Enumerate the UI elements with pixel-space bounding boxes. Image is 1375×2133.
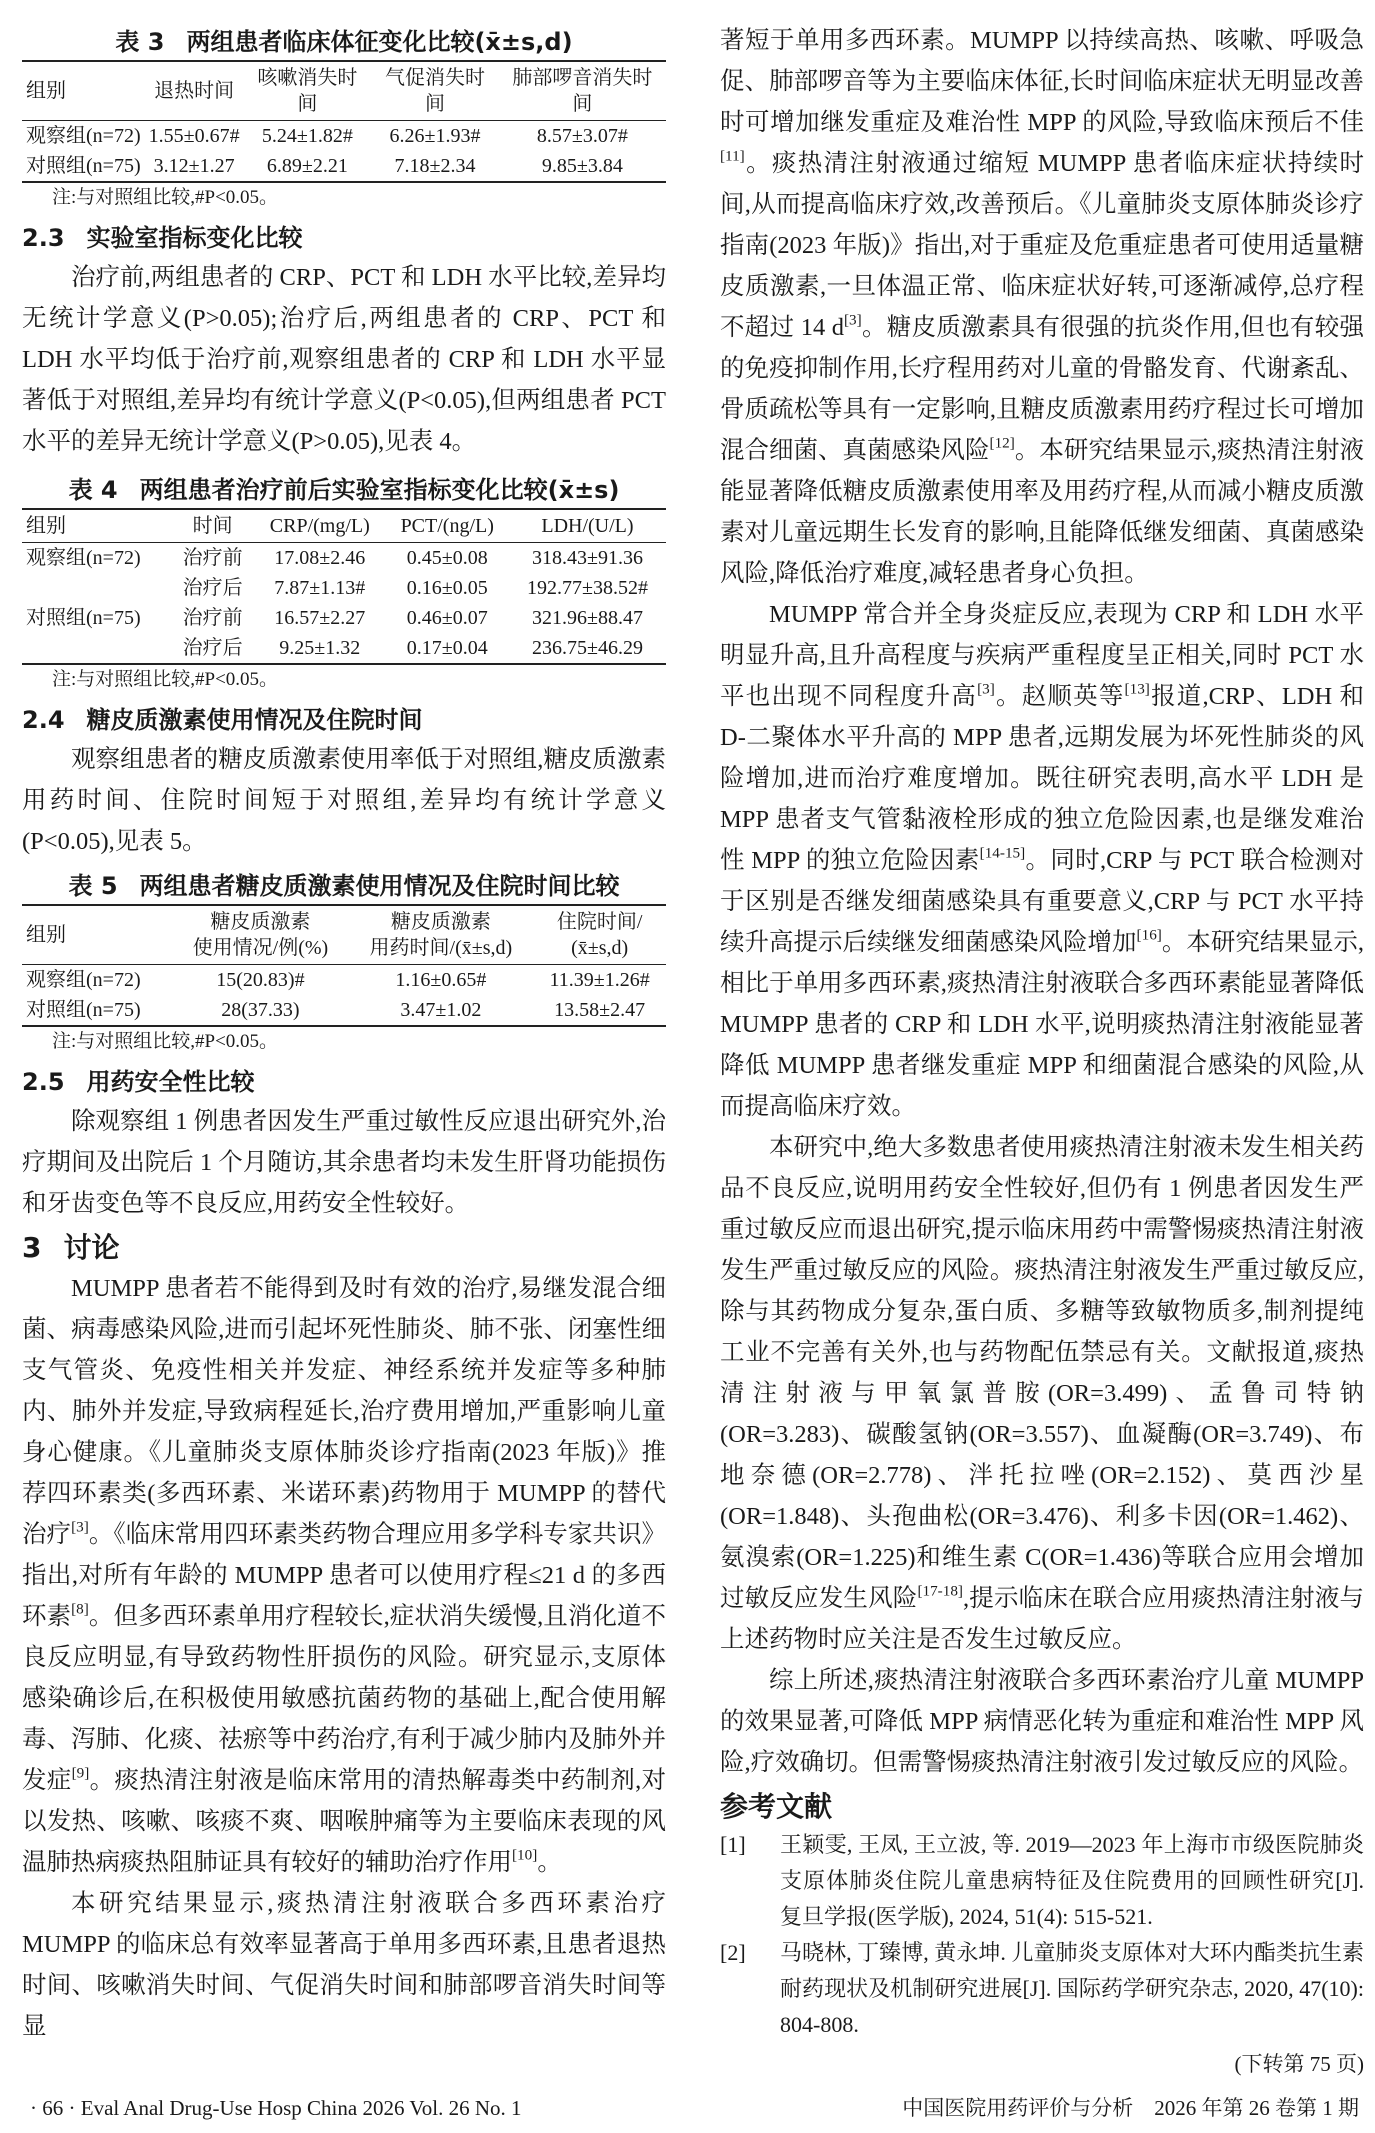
- column-header: 糖皮质激素 使用情况/例(%): [172, 905, 348, 965]
- reference-item: [2] 马晓林, 丁臻博, 黄永坤. 儿童肺炎支原体对大环内酯类抗生素耐药现状及机制研究进展[J]. 国际药学研究杂志, 2020, 47(10): 804-808.: [720, 1940, 1364, 2037]
- column-header: 糖皮质激素 用药时间/(x̄±s,d): [348, 905, 533, 965]
- table-cell: 5.24±1.82#: [261, 125, 353, 147]
- table-cell: 321.96±88.47: [531, 607, 643, 629]
- table-cell: 9.25±1.32: [279, 637, 361, 659]
- table-cell: [22, 573, 171, 603]
- column-header: 退热时间: [145, 61, 244, 121]
- table-row: [22, 151, 666, 182]
- table-cell: 对照组(n=75): [26, 155, 141, 177]
- column-header: 咳嗽消失时间: [244, 61, 372, 121]
- table-row: [22, 573, 666, 603]
- table-cell: 治疗前: [182, 607, 243, 629]
- table-cell: 17.08±2.46: [274, 547, 366, 569]
- table-header-row: [22, 509, 666, 543]
- column-header: 组别: [22, 509, 171, 543]
- table4: [22, 508, 666, 665]
- table-cell: 192.77±38.52#: [526, 577, 648, 599]
- table-row: [22, 603, 666, 633]
- table-row: [22, 121, 666, 152]
- column-header: CRP/(mg/L): [254, 509, 386, 543]
- table-cell: 对照组(n=75): [26, 607, 141, 629]
- section-2-3-heading: 2.3 实验室指标变化比较: [22, 224, 303, 252]
- table3-note: 注:与对照组比较,#P<0.05。: [52, 187, 279, 208]
- table-cell: 1.16±0.65#: [395, 969, 487, 991]
- discussion-paragraph: MUMPP 常合并全身炎症反应,表现为 CRP 和 LDH 水平明显升高,且升高程度与疾病严重程度呈正相关,同时 PCT 水平也出现不同程度升高[3]。赵顺英等[13]报道,CRP、LDH 和 D-二聚体水平升高的 MPP 患者,远期发展为坏死性肺炎的风险增加,进而治疗难度增加。既往研究表明,高水平 LDH 是 MPP 患者支气管黏液栓形成的独立危险因素,也是继发难治性 MPP 的独立危险因素[14-15]。同时,CRP 与 PCT 联合检测对于区别是否继发细菌感染具有重要意义,CRP 与 PCT 水平持续升高提示后续继发细菌感染风险增加[16]。本研究结果显示,相比于单用多西环素,痰热清注射液联合多西环素能显著降低 MUMPP 患者的 CRP 和 LDH 水平,说明痰热清注射液能显著降低 MUMPP 患者继发重症 MPP 和细菌混合感染的风险,从而提高临床疗效。: [720, 601, 1365, 1120]
- references-heading: 参考文献: [720, 1790, 833, 1823]
- column-header: 肺部啰音消失时间: [499, 61, 666, 121]
- discussion-paragraph: 本研究结果显示,痰热清注射液联合多西环素治疗 MUMPP 的临床总有效率显著高于单用多西环素,且患者退热时间、咳嗽消失时间、气促消失时间和肺部啰音消失时间等显: [22, 1890, 666, 2040]
- table-cell: 7.18±2.34: [394, 155, 476, 177]
- table-cell: 6.26±1.93#: [389, 125, 481, 147]
- table-cell: 观察组(n=72): [26, 547, 141, 569]
- discussion-paragraph: 综上所述,痰热清注射液联合多西环素治疗儿童 MUMPP 的效果显著,可降低 MPP 病情恶化转为重症和难治性 MPP 风险,疗效确切。但需警惕痰热清注射液引发过敏反应的风险。: [720, 1667, 1364, 1776]
- footer-left: · 66 · Eval Anal Drug-Use Hosp China 2026 Vol. 26 No. 1: [30, 2096, 522, 2120]
- table-cell: 对照组(n=75): [26, 999, 141, 1021]
- column-header: 组别: [22, 61, 145, 121]
- discussion-paragraph: MUMPP 患者若不能得到及时有效的治疗,易继发混合细菌、病毒感染风险,进而引起坏死性肺炎、肺不张、闭塞性细支气管炎、免疫性相关并发症、神经系统并发症等多种肺内、肺外并发症,导致病程延长,治疗费用增加,严重影响儿童身心健康。《儿童肺炎支原体肺炎诊疗指南(2023 年版)》推荐四环素类(多西环素、米诺环素)药物用于 MUMPP 的替代治疗[3]。《临床常用四环素类药物合理应用多学科专家共识》指出,对所有年龄的 MUMPP 患者可以使用疗程≤21 d 的多西环素[8]。但多西环素单用疗程较长,症状消失缓慢,且消化道不良反应明显,有导致药物性肝损伤的风险。研究显示,支原体感染确诊后,在积极使用敏感抗菌药物的基础上,配合使用解毒、泻肺、化痰、祛瘀等中药治疗,有利于减少肺内及肺外并发症[9]。痰热清注射液是临床常用的清热解毒类中药制剂,对以发热、咳嗽、咳痰不爽、咽喉肿痛等为主要临床表现的风温肺热病痰热阻肺证具有较好的辅助治疗作用[10]。: [22, 1275, 667, 1876]
- table-cell: [22, 633, 171, 664]
- section-3-heading: 3 讨论: [22, 1231, 120, 1264]
- column-header: 组别: [22, 905, 172, 965]
- table-cell: 3.12±1.27: [153, 155, 235, 177]
- table-cell: 观察组(n=72): [26, 125, 141, 147]
- table-cell: 3.47±1.02: [400, 999, 482, 1021]
- column-header: 时间: [171, 509, 254, 543]
- section-2-5-paragraph: 除观察组 1 例患者因发生严重过敏性反应退出研究外,治疗期间及出院后 1 个月随访,其余患者均未发生肝肾功能损伤和牙齿变色等不良反应,用药安全性较好。: [22, 1108, 666, 1217]
- table5-note: 注:与对照组比较,#P<0.05。: [52, 1031, 279, 1052]
- table-header-row: [22, 905, 666, 965]
- table4-note: 注:与对照组比较,#P<0.05。: [52, 669, 279, 690]
- table-cell: 7.87±1.13#: [274, 577, 366, 599]
- table-header-row: [22, 61, 666, 121]
- table-cell: 236.75±46.29: [531, 637, 643, 659]
- table5: [22, 904, 666, 1027]
- table-row: [22, 965, 666, 996]
- table-cell: 0.16±0.05: [406, 577, 488, 599]
- right-column: [720, 20, 1364, 2081]
- table-cell: 9.85±3.84: [541, 155, 623, 177]
- footer-right: 中国医院用药评价与分析 2026 年第 26 卷第 1 期: [902, 2096, 1359, 2120]
- table-cell: 0.17±0.04: [406, 637, 488, 659]
- table4-title: 表 4 两组患者治疗前后实验室指标变化比较(x̄±s): [68, 476, 620, 504]
- discussion-paragraph: 本研究中,绝大多数患者使用痰热清注射液未发生相关药品不良反应,说明用药安全性较好,但仍有 1 例患者因发生严重过敏反应而退出研究,提示临床用药中需警惕痰热清注射液发生严重过敏反应的风险。痰热清注射液发生严重过敏反应,除与其药物成分复杂,蛋白质、多糖等致敏物质多,制剂提纯工业不完善有关外,也与药物配伍禁忌有关。文献报道,痰热清注射液与甲氧氯普胺(OR=3.499)、孟鲁司特钠(OR=3.283)、碳酸氢钠(OR=3.557)、血凝酶(OR=3.749)、布地奈德(OR=2.778)、泮托拉唑(OR=2.152)、莫西沙星(OR=1.848)、头孢曲松(OR=3.476)、利多卡因(OR=1.462)、氨溴索(OR=1.225)和维生素 C(OR=1.436)等联合应用会增加过敏反应发生风险[17-18],提示临床在联合应用痰热清注射液与上述药物时应关注是否发生过敏反应。: [720, 1134, 1364, 1653]
- table-cell: 1.55±0.67#: [148, 125, 240, 147]
- table-cell: 11.39±1.26#: [549, 969, 650, 991]
- left-column: [22, 20, 666, 2047]
- section-2-4-heading: 2.4 糖皮质激素使用情况及住院时间: [22, 706, 423, 734]
- section-2-3-paragraph: 治疗前,两组患者的 CRP、PCT 和 LDH 水平比较,差异均无统计学意义(P>0.05);治疗后,两组患者的 CRP、PCT 和 LDH 水平均低于治疗前,观察组患者的 CRP 和 LDH 水平显著低于对照组,差异均有统计学意义(P<0.05),但两组患者 PCT 水平的差异无统计学意义(P>0.05),见表 4。: [22, 264, 666, 455]
- discussion-paragraph: 著短于单用多西环素。MUMPP 以持续高热、咳嗽、呼吸急促、肺部啰音等为主要临床体征,长时间临床症状无明显改善时可增加继发重症及难治性 MPP 的风险,导致临床预后不佳[11]。痰热清注射液通过缩短 MUMPP 患者临床症状持续时间,从而提高临床疗效,改善预后。《儿童肺炎支原体肺炎诊疗指南(2023 年版)》指出,对于重症及危重症患者可使用适量糖皮质激素,一旦体温正常、临床症状好转,可逐渐减停,总疗程不超过 14 d[3]。糖皮质激素具有很强的抗炎作用,但也有较强的免疫抑制作用,长疗程用药对儿童的骨骼发育、代谢紊乱、骨质疏松等具有一定影响,且糖皮质激素用药疗程过长可增加混合细菌、真菌感染风险[12]。本研究结果显示,痰热清注射液能显著降低糖皮质激素使用率及用药疗程,从而减小糖皮质激素对儿童远期生长发育的影响,且能降低继发细菌、真菌感染风险,降低治疗难度,减轻患者身心负担。: [720, 27, 1365, 587]
- section-2-4-paragraph: 观察组患者的糖皮质激素使用率低于对照组,糖皮质激素用药时间、住院时间短于对照组,差异均有统计学意义(P<0.05),见表 5。: [22, 746, 666, 855]
- table-cell: 318.43±91.36: [531, 547, 643, 569]
- table5-title: 表 5 两组患者糖皮质激素使用情况及住院时间比较: [68, 872, 620, 900]
- table-cell: 13.58±2.47: [554, 999, 646, 1021]
- table-cell: 观察组(n=72): [26, 969, 141, 991]
- table-cell: 治疗前: [182, 547, 243, 569]
- table-cell: 15(20.83)#: [216, 969, 305, 991]
- table-row: [22, 543, 666, 574]
- section-2-5-heading: 2.5 用药安全性比较: [22, 1068, 255, 1096]
- table-cell: 8.57±3.07#: [536, 125, 628, 147]
- table-row: [22, 633, 666, 664]
- column-header: 气促消失时间: [371, 61, 499, 121]
- table-cell: 治疗后: [182, 637, 243, 659]
- table-cell: 6.89±2.21: [266, 155, 348, 177]
- table-cell: 治疗后: [182, 577, 243, 599]
- reference-item: [1] 王颖雯, 王凤, 王立波, 等. 2019—2023 年上海市市级医院肺炎支原体肺炎住院儿童患病特征及住院费用的回顾性研究[J]. 复旦学报(医学版), 2024, 51(4): 515-521.: [720, 1832, 1364, 1929]
- table3-title: 表 3 两组患者临床体征变化比较(x̄±s,d): [115, 28, 573, 56]
- table-cell: 28(37.33): [221, 999, 300, 1021]
- continued-note: (下转第 75 页): [1234, 2052, 1364, 2076]
- table3: [22, 60, 666, 183]
- table-cell: 0.46±0.07: [406, 607, 488, 629]
- table-cell: 16.57±2.27: [274, 607, 366, 629]
- column-header: LDH/(U/L): [509, 509, 666, 543]
- table-row: [22, 995, 666, 1026]
- column-header: PCT/(ng/L): [386, 509, 509, 543]
- table-cell: 0.45±0.08: [406, 547, 488, 569]
- column-header: 住院时间/ (x̄±s,d): [533, 905, 666, 965]
